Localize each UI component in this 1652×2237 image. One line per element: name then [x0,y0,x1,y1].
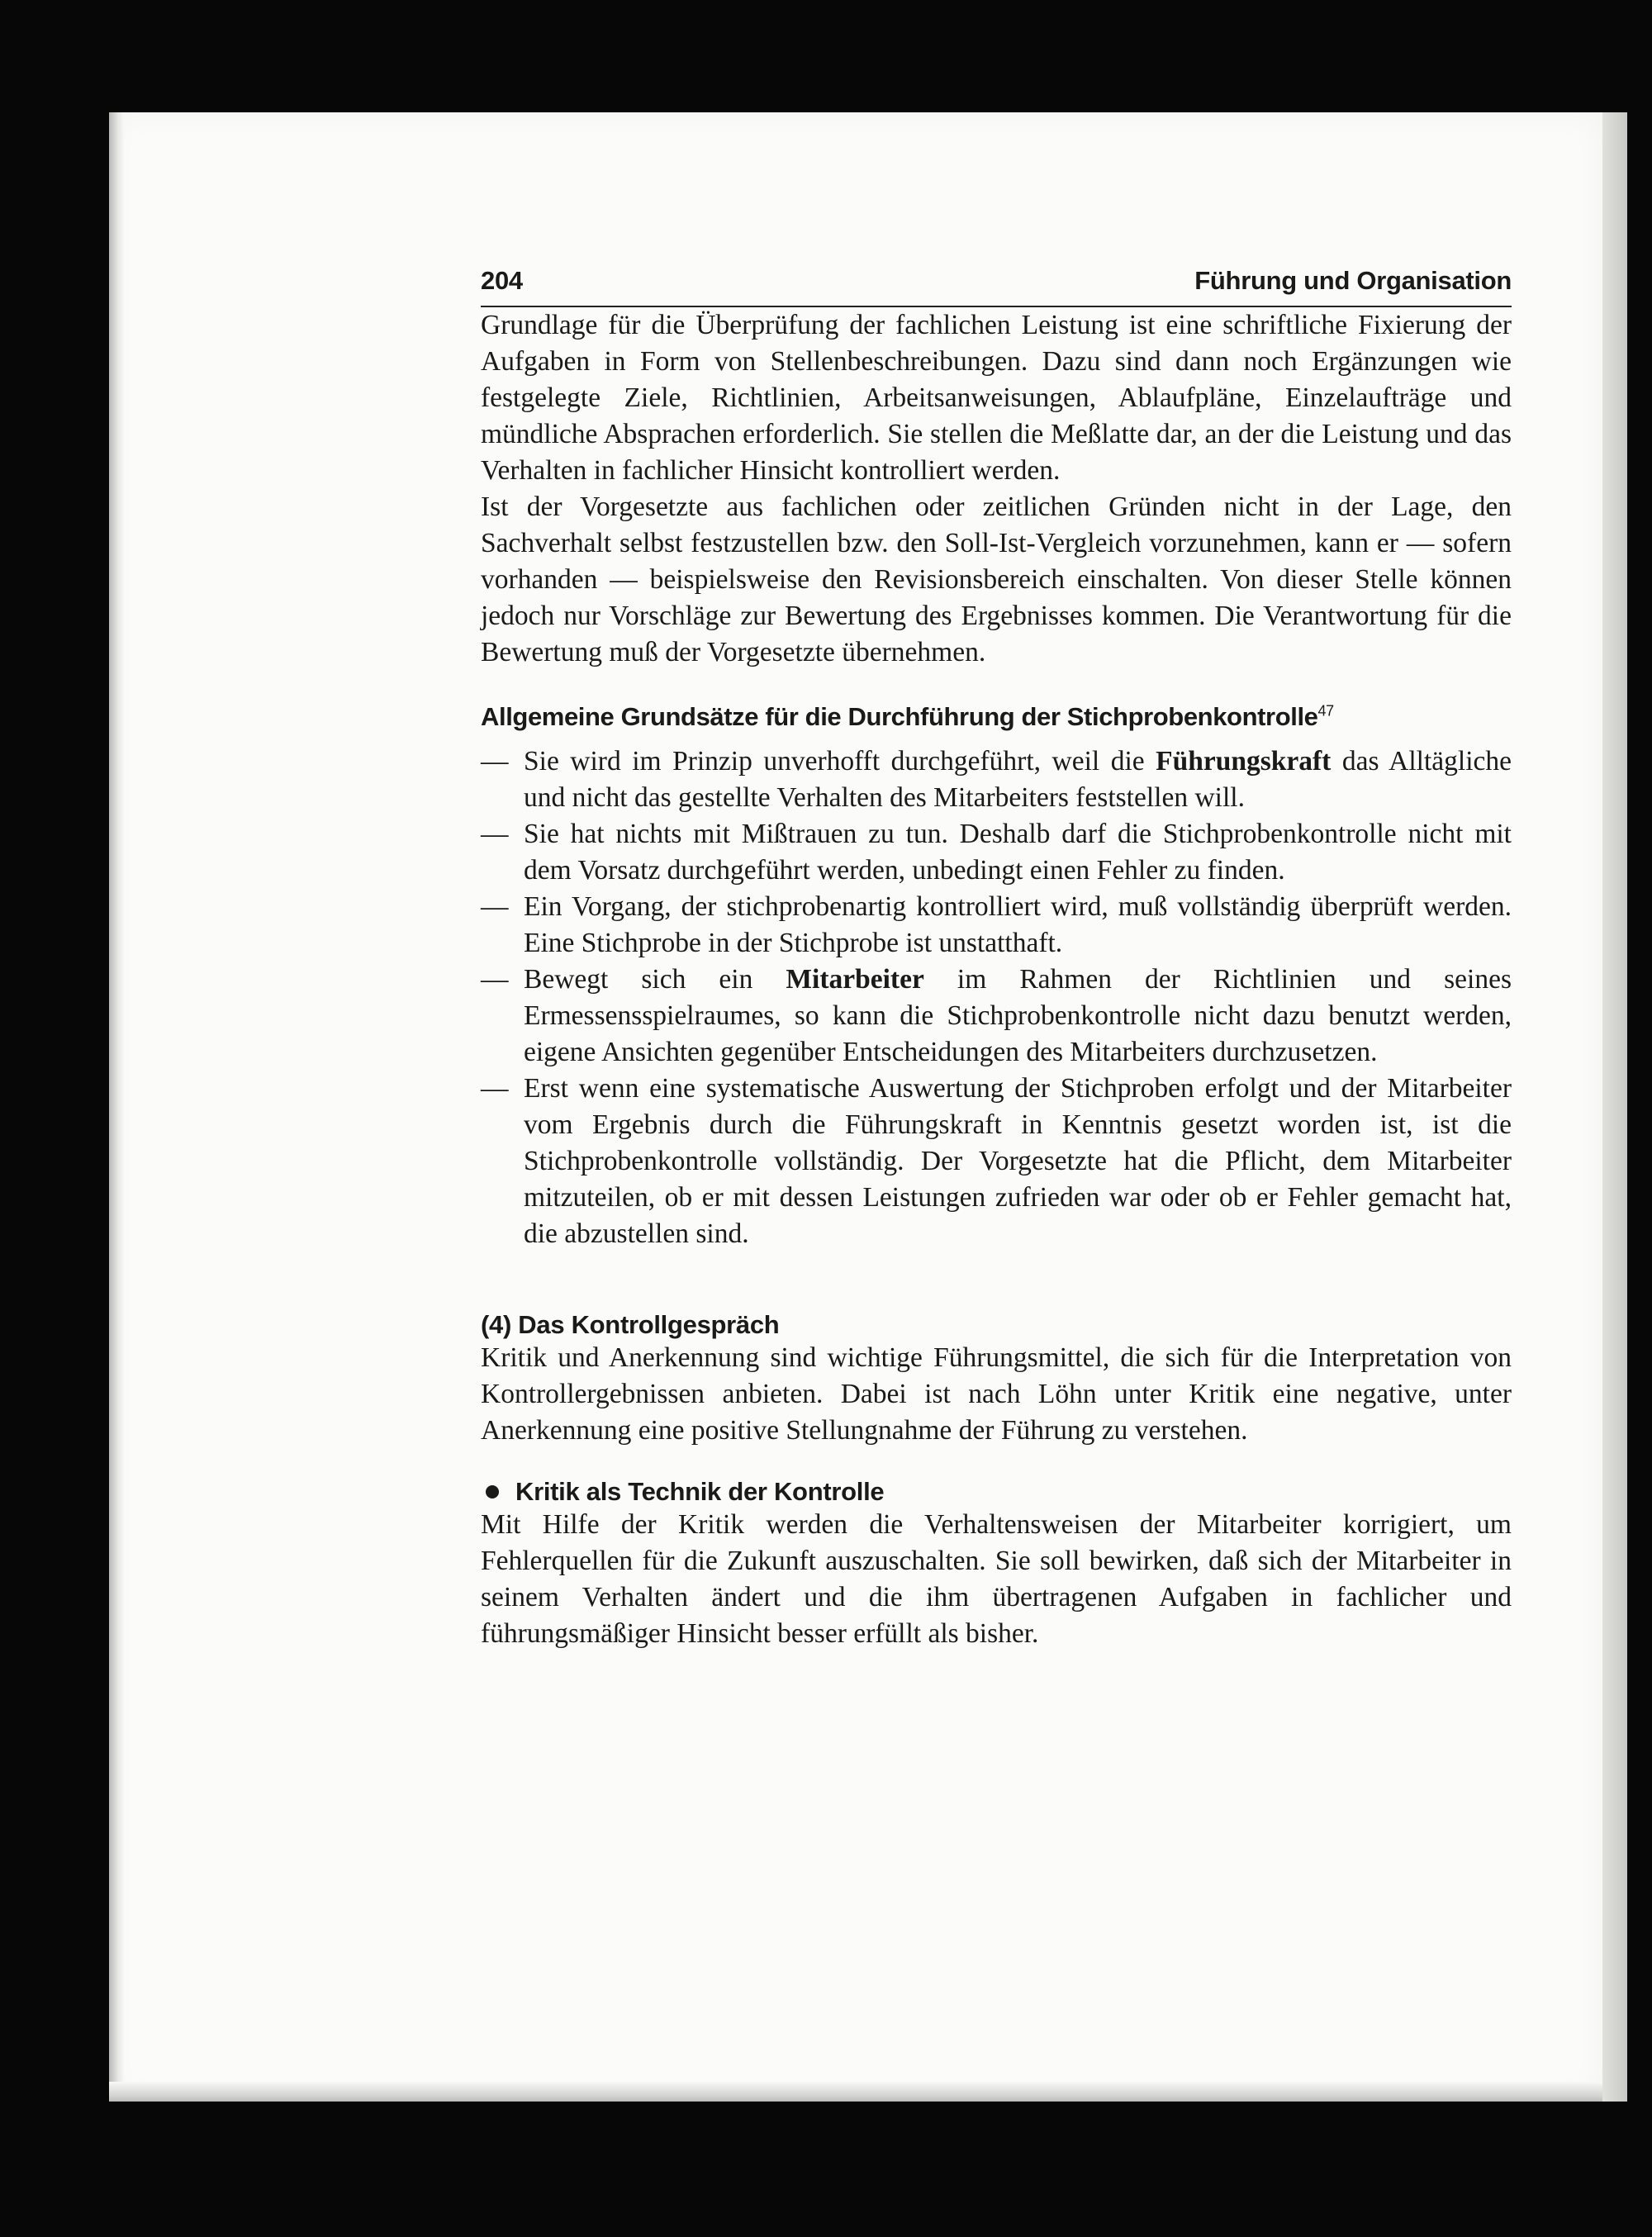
page-gutter-edge [109,112,124,2102]
paragraph-2: Ist der Vorgesetzte aus fachlichen oder zeitlichen Gründen nicht in der Lage, den Sachverhalt selbst festzustellen bzw. den Soll-Ist-Vergleich vorzunehmen, kann er — sofern vorhanden — beispielsweise den Revisionsbereich einschalten. Von dieser Stelle können jedoch nur Vorschläge zur Bewertung des Ergebnisses kommen. Die Verantwortung für die Bewertung muß der Vorgesetzte übernehmen. [481,492,1512,667]
list-item-bold: Führungskraft [1156,746,1332,777]
kritik-heading-text: Kritik als Technik der Kontrolle [515,1477,885,1506]
section-heading: (4) Das Kontrollgespräch [481,1310,780,1339]
page-content [481,266,1512,1652]
list-item-text: Sie wird im Prinzip unverhofft durchgeführt, weil die [524,746,1156,777]
dash-marker: — [481,746,509,777]
principles-list [481,743,1512,1252]
section-paragraph: Kritik und Anerkennung sind wichtige Führungsmittel, die sich für die Interpretation von Kontrollergebnissen anbieten. Dabei ist nach Löhn unter Kritik eine negative, unter Anerkennung eine positive Stellungnahme der Führung zu verstehen. [481,1342,1512,1446]
page-bottom-edge [109,2082,1602,2102]
running-title: Führung und Organisation [1194,266,1512,295]
list-item-text-tail: im Rahmen der Richtlinien und seines Ermessensspielraumes, so kann die Stichprobenkontrolle nicht dazu benutzt werden, eigene Ansichten gegenüber Entscheidungen des Mitarbeiters durchzusetzen. [524,964,1512,1067]
list-item [481,816,1512,889]
list-item-text: Bewegt sich ein [524,964,786,995]
dash-marker: — [481,891,509,922]
list-item [481,962,1512,1071]
page-number: 204 [481,266,523,295]
principles-heading-text: Allgemeine Grundsätze für die Durchführung der Stichprobenkontrolle [481,702,1318,731]
bullet-icon [486,1485,499,1498]
list-item-text: Sie hat nichts mit Mißtrauen zu tun. Deshalb darf die Stichprobenkontrolle nicht mit dem Vorsatz durchgeführt werden, unbedingt einen Fehler zu finden. [524,819,1512,886]
running-header [481,266,1512,307]
kritik-heading [481,1477,1512,1507]
principles-heading [481,702,1512,732]
dash-marker: — [481,964,509,995]
list-item [481,1071,1512,1252]
list-item-text: Erst wenn eine systematische Auswertung der Stichproben erfolgt und der Mitarbeiter vom Ergebnis durch die Führungskraft in Kenntnis gesetzt worden ist, ist die Stichprobenkontrolle vollständig. Der Vorgesetzte hat die Pflicht, dem Mitarbeiter mitzuteilen, ob er mit dessen Leistungen zufrieden war oder ob er Fehler gemacht hat, die abzustellen sind. [524,1073,1512,1249]
kritik-paragraph: Mit Hilfe der Kritik werden die Verhaltensweisen der Mitarbeiter korrigiert, um Fehlerquellen für die Zukunft auszuschalten. Sie soll bewirken, daß sich der Mitarbeiter in seinem Verhalten ändert und die ihm übertragenen Aufgaben in fachlicher und führungsmäßiger Hinsicht besser erfüllt als bisher. [481,1509,1512,1649]
paragraph-1: Grundlage für die Überprüfung der fachlichen Leistung ist eine schriftliche Fixierung der Aufgaben in Form von Stellenbeschreibungen. Dazu sind dann noch Ergänzungen wie festgelegte Ziele, Richtlinien, Arbeitsanweisungen, Ablaufpläne, Einzelaufträge und mündliche Absprachen erforderlich. Sie stellen die Meßlatte dar, an der die Leistung und das Verhalten in fachlicher Hinsicht kontrolliert werden. [481,310,1512,486]
list-item-text: Ein Vorgang, der stichprobenartig kontrolliert wird, muß vollständig überprüft werden. Eine Stichprobe in der Stichprobe ist unstatthaft. [524,891,1512,958]
footnote-marker: 47 [1317,702,1334,720]
adjacent-page-edge [1602,112,1627,2102]
dash-marker: — [481,1073,509,1104]
list-item [481,889,1512,962]
list-item-text-tail: das Alltägliche und nicht das gestellte Verhalten des Mitarbeiters feststellen will. [524,746,1512,813]
list-item-bold: Mitarbeiter [786,964,924,995]
dash-marker: — [481,819,509,849]
list-item [481,743,1512,816]
